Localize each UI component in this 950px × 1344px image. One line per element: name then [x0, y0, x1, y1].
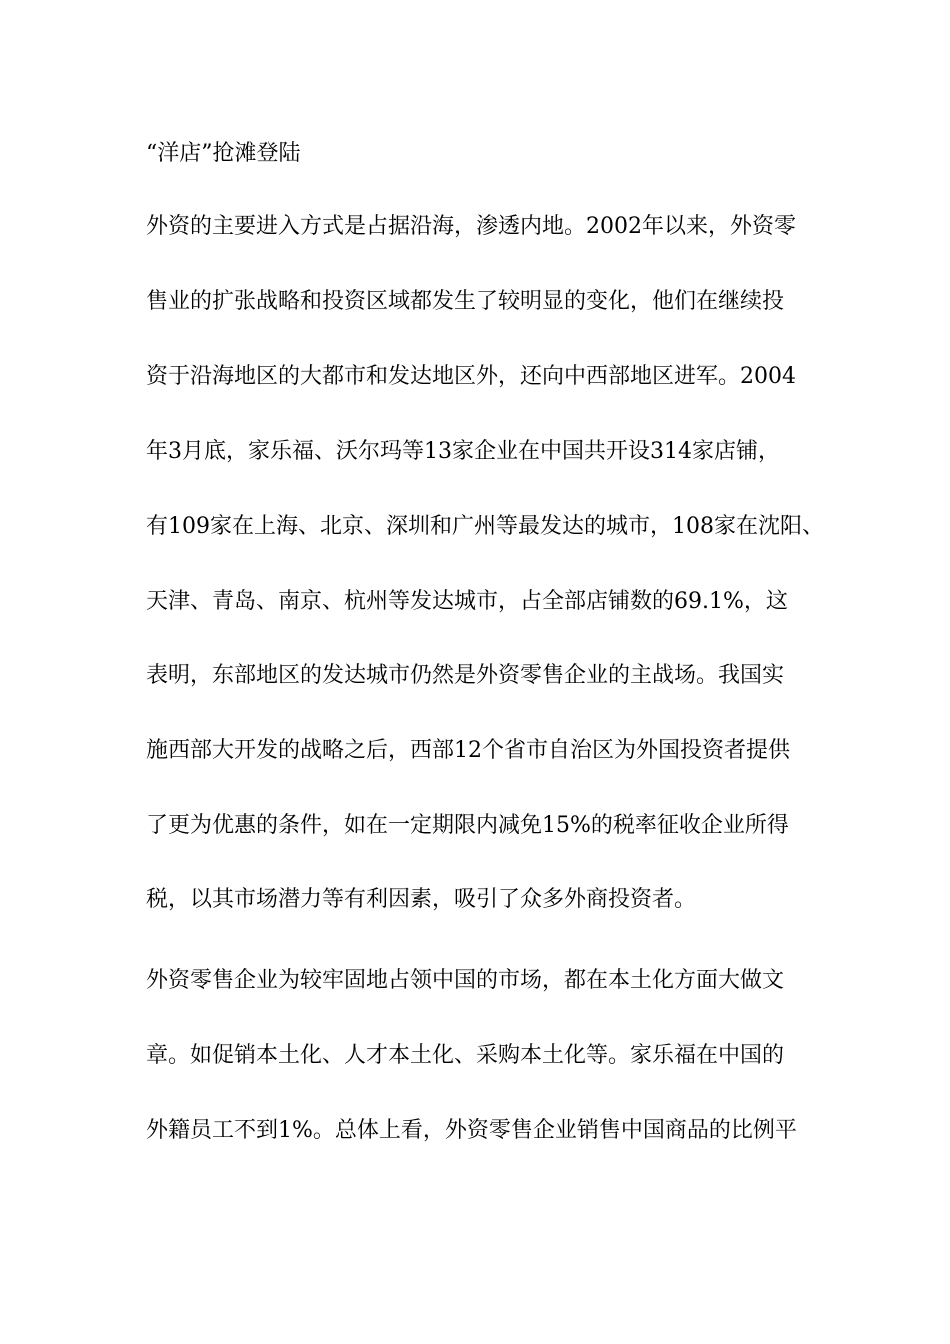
paragraph-line: 年3月底，家乐福、沃尔玛等13家企业在中国共开设314家店铺，	[146, 439, 780, 464]
paragraph-line: 了更为优惠的条件，如在一定期限内减免15%的税率征收企业所得	[146, 813, 789, 838]
paragraph-line: 外资的主要进入方式是占据沿海，渗透内地。2002年以来，外资零	[146, 214, 796, 239]
paragraph-line: 施西部大开发的战略之后，西部12个省市自治区为外国投资者提供	[146, 738, 790, 763]
section-heading: “洋店”抢滩登陆	[146, 141, 301, 166]
paragraph-line: 章。如促销本土化、人才本土化、采购本土化等。家乐福在中国的	[146, 1043, 785, 1068]
paragraph-line: 税，以其市场潜力等有利因素，吸引了众多外商投资者。	[146, 887, 697, 912]
paragraph-line: 表明，东部地区的发达城市仍然是外资零售企业的主战场。我国实	[146, 663, 785, 688]
paragraph-line: 有109家在上海、北京、深圳和广州等最发达的城市，108家在沈阳、	[146, 514, 824, 539]
paragraph-line: 资于沿海地区的大都市和发达地区外，还向中西部地区进军。2004	[146, 364, 796, 389]
paragraph-line: 外籍员工不到1%。总体上看，外资零售企业销售中国商品的比例平	[146, 1118, 797, 1143]
paragraph-line: 外资零售企业为较牢固地占领中国的市场，都在本土化方面大做文	[146, 968, 785, 993]
paragraph-line: 售业的扩张战略和投资区域都发生了较明显的变化，他们在继续投	[146, 289, 785, 314]
paragraph-line: 天津、青岛、南京、杭州等发达城市，占全部店铺数的69.1%，这	[146, 589, 788, 614]
